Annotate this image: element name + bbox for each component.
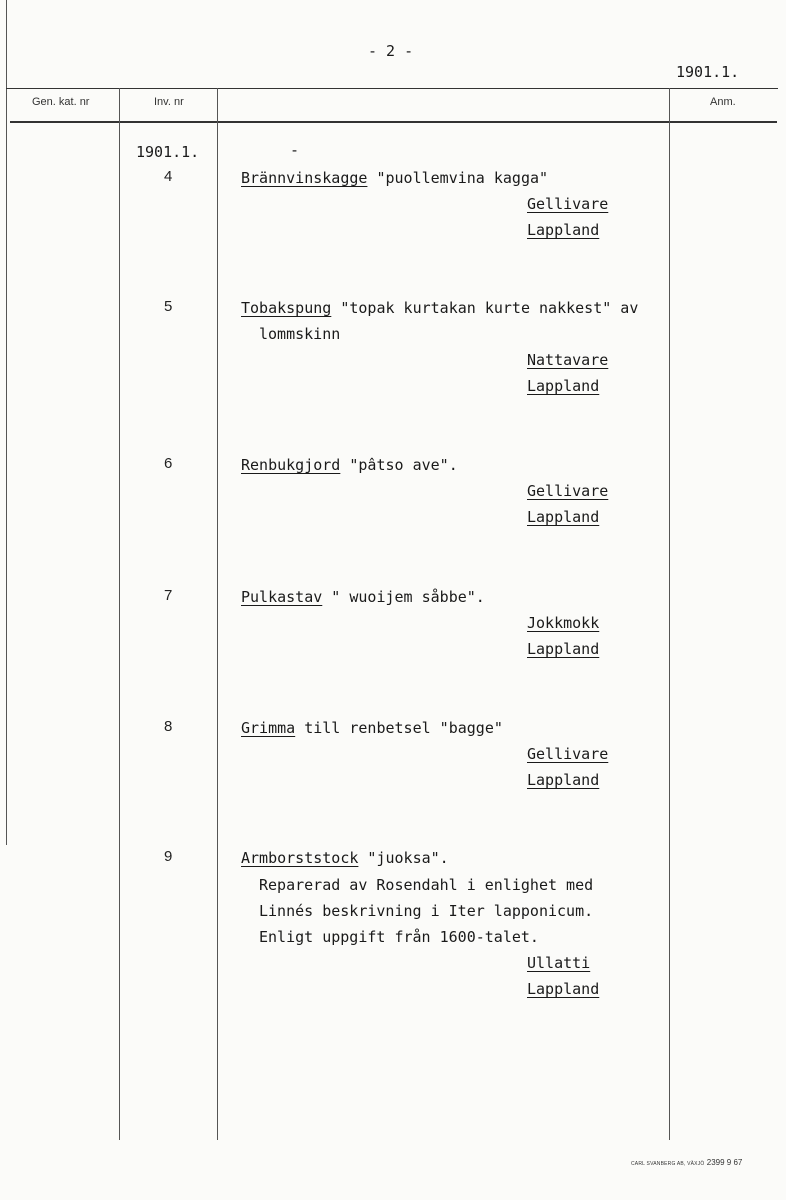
entry-term: Pulkastav xyxy=(241,588,323,606)
entry-continuation-line: Enligt uppgift från 1600-talet. xyxy=(259,928,539,946)
column-divider-desc xyxy=(217,88,218,1140)
column-header-gen-kat: Gen. kat. nr xyxy=(32,96,90,108)
entry-description-text: till renbetsel "bagge" xyxy=(295,719,503,737)
entry-description-text: "pâtso ave". xyxy=(340,456,458,474)
entry-place: Ullatti xyxy=(527,954,591,972)
entry-region: Lappland xyxy=(527,980,600,998)
entry-term: Tobakspung xyxy=(241,299,332,317)
entry-place: Gellivare xyxy=(527,745,609,763)
entry-description-text: " wuoijem såbbe". xyxy=(322,588,485,606)
entry-number: 5 xyxy=(164,298,173,315)
entry-region: Lappland xyxy=(527,508,600,526)
header-top-rule xyxy=(6,88,778,89)
entry-term: Grimma xyxy=(241,719,296,737)
entry-term: Brännvinskagge xyxy=(241,169,368,187)
entry-description xyxy=(241,169,548,187)
entry-term: Armborststock xyxy=(241,849,359,867)
dash-mark: - xyxy=(290,141,300,159)
header-bottom-rule xyxy=(10,121,777,123)
entry-region: Lappland xyxy=(527,771,600,789)
printer-name: CARL SVANBERG AB, VÄXJÖ xyxy=(631,1161,705,1167)
left-margin-rule xyxy=(6,0,7,845)
entry-number: 6 xyxy=(164,455,173,472)
entry-description-text: "puollemvina kagga" xyxy=(367,169,549,187)
entry-description xyxy=(241,588,485,606)
entry-description xyxy=(241,849,449,867)
entry-number: 4 xyxy=(164,168,173,185)
entry-description xyxy=(241,719,503,737)
column-divider-anm xyxy=(669,88,670,1140)
entry-number: 9 xyxy=(164,848,173,865)
entry-description xyxy=(241,299,638,317)
entry-continuation-line: Linnés beskrivning i Iter lapponicum. xyxy=(259,902,594,920)
entry-region: Lappland xyxy=(527,640,600,658)
column-header-inv: Inv. nr xyxy=(154,96,184,108)
form-code: 2399 9 67 xyxy=(706,1158,743,1167)
entry-description xyxy=(241,456,458,474)
entry-description-text: "topak kurtakan kurte nakkest" av xyxy=(331,299,639,317)
column-header-anm: Anm. xyxy=(710,96,736,108)
entry-place: Gellivare xyxy=(527,482,609,500)
entry-continuation-line: Reparerad av Rosendahl i enlighet med xyxy=(259,876,594,894)
entry-region: Lappland xyxy=(527,377,600,395)
entry-place: Jokkmokk xyxy=(527,614,600,632)
printer-imprint xyxy=(631,1158,742,1167)
page-number: - 2 - xyxy=(368,42,414,60)
entry-number: 8 xyxy=(164,718,173,735)
page-reference: 1901.1. xyxy=(676,63,740,81)
entry-number: 7 xyxy=(164,587,173,604)
entry-place: Gellivare xyxy=(527,195,609,213)
entry-place: Nattavare xyxy=(527,351,609,369)
catalogue-group-label: 1901.1. xyxy=(136,143,200,161)
entry-description-text: "juoksa". xyxy=(358,849,449,867)
entry-region: Lappland xyxy=(527,221,600,239)
entry-term: Renbukgjord xyxy=(241,456,341,474)
column-divider-inv xyxy=(119,88,120,1140)
entry-continuation-line: lommskinn xyxy=(259,325,341,343)
